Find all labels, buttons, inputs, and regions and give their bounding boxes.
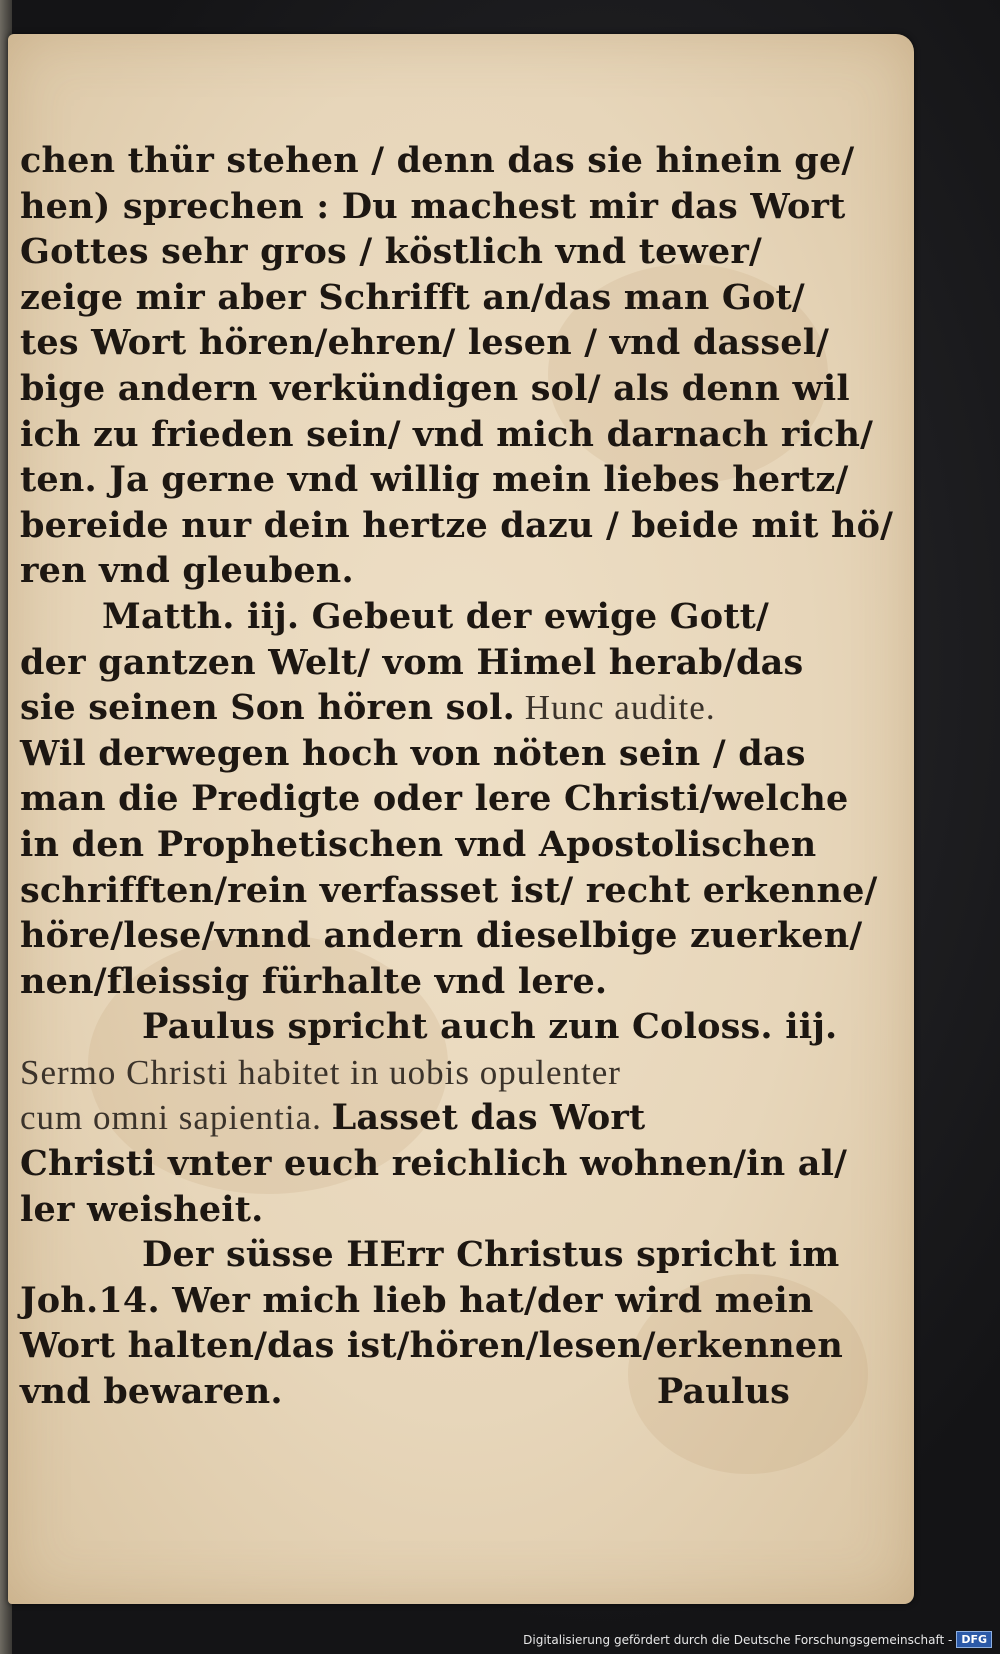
text-line [20, 913, 863, 959]
page-text-body [20, 138, 894, 1415]
text-line [20, 1095, 790, 1141]
fraktur-text: hen) sprechen : Du machest mir das Wort [20, 185, 846, 227]
fraktur-text: man die Predigte oder lere Christi/welche [20, 778, 849, 820]
text-line [20, 1187, 790, 1233]
text-line [20, 1278, 814, 1324]
fraktur-text: vnd bewaren. [20, 1371, 283, 1413]
fraktur-text: ren vnd gleuben. [20, 550, 354, 592]
fraktur-text: bereide nur dein hertze dazu / beide mit hö/ [20, 504, 894, 546]
fraktur-text: sie seinen Son hören sol. [20, 687, 515, 729]
text-line [20, 184, 846, 230]
text-line [20, 640, 804, 686]
text-line [20, 776, 849, 822]
dfg-logo: DFG [956, 1631, 992, 1648]
text-line [20, 1323, 843, 1369]
text-line [20, 229, 790, 275]
latin-text: Hunc audite. [514, 688, 716, 728]
text-line [20, 457, 849, 503]
fraktur-text: Paulus spricht auch zun Coloss. iij. [142, 1006, 838, 1048]
text-line [20, 594, 790, 640]
text-line [20, 685, 790, 731]
fraktur-text: Lasset das Wort [331, 1097, 646, 1139]
fraktur-text: Wort halten/das ist/hören/lesen/erkennen [20, 1325, 843, 1367]
fraktur-text: Matth. iij. Gebeut der ewige Gott/ [102, 595, 770, 637]
fraktur-text: nen/fleissig fürhalte vnd lere. [20, 960, 608, 1002]
text-line [20, 548, 790, 594]
fraktur-text: Gottes sehr gros / köstlich vnd tewer/ [20, 231, 762, 273]
fraktur-text: höre/lese/vnnd andern dieselbige zuerken/ [20, 915, 863, 957]
fraktur-text: in den Prophetischen vnd Apostolischen [20, 823, 817, 865]
digitization-credit [523, 1631, 992, 1648]
book-page [8, 34, 914, 1604]
fraktur-text: Christi vnter euch reichlich wohnen/in al/ [20, 1143, 848, 1185]
fraktur-text: zeige mir aber Schrifft an/das man Got/ [20, 276, 805, 318]
text-line [20, 1050, 790, 1096]
fraktur-text: der gantzen Welt/ vom Himel herab/das [20, 641, 804, 683]
text-line [20, 412, 874, 458]
text-line [20, 366, 850, 412]
text-line [20, 1004, 838, 1050]
text-line-final [20, 1369, 790, 1415]
fraktur-text: Joh.14. Wer mich lieb hat/der wird mein [20, 1279, 814, 1321]
catchword: Paulus [656, 1371, 790, 1413]
fraktur-text: tes Wort hören/ehren/ lesen / vnd dassel/ [20, 322, 830, 364]
text-line [20, 1232, 840, 1278]
text-line [20, 731, 806, 777]
text-line [20, 868, 878, 914]
text-line [20, 503, 894, 549]
latin-text: Sermo Christi habitet in uobis opulenter [20, 1052, 621, 1092]
text-line [20, 275, 805, 321]
text-line [20, 822, 817, 868]
fraktur-text: bige andern verkündigen sol/ als denn wil [20, 367, 850, 409]
fraktur-text: ich zu frieden sein/ vnd mich darnach rich/ [20, 413, 874, 455]
fraktur-text: ten. Ja gerne vnd willig mein liebes hertz/ [20, 459, 849, 501]
text-line [20, 959, 790, 1005]
fraktur-text: Der süsse HErr Christus spricht im [142, 1234, 840, 1276]
fraktur-text: schrifften/rein verfasset ist/ recht erkenne/ [20, 869, 878, 911]
latin-text: cum omni sapientia. [20, 1098, 332, 1138]
credit-text: Digitalisierung gefördert durch die Deutsche Forschungsgemeinschaft - [523, 1632, 953, 1647]
text-line [20, 138, 855, 184]
fraktur-text: ler weisheit. [20, 1188, 264, 1230]
text-line [20, 1141, 848, 1187]
fraktur-text: Wil derwegen hoch von nöten sein / das [20, 732, 806, 774]
text-line [20, 320, 830, 366]
fraktur-text: chen thür stehen / denn das sie hinein ge/ [20, 140, 855, 181]
